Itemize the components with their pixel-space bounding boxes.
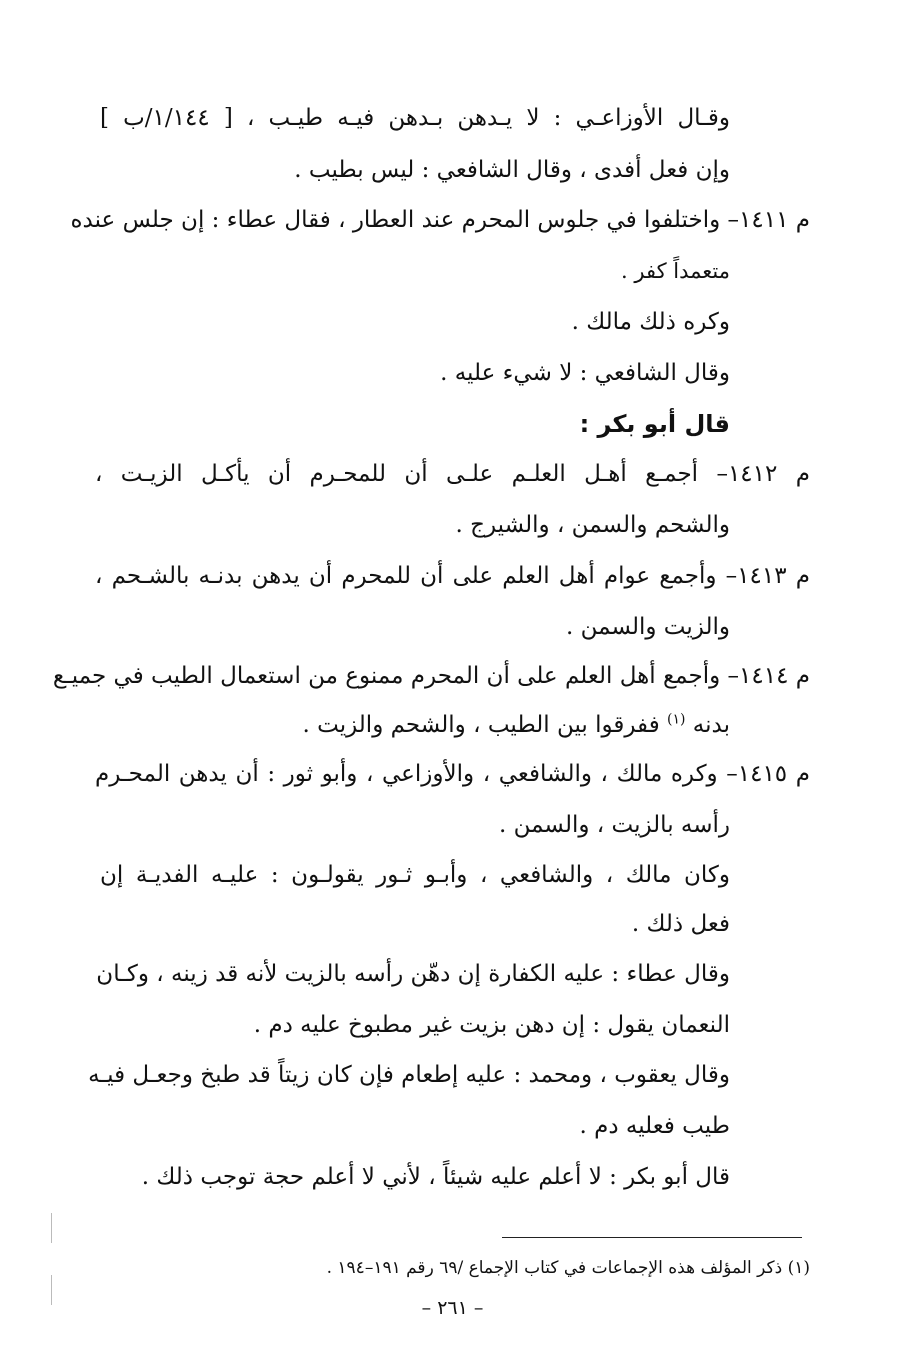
text-line: متعمداً كفر . [621,259,730,283]
text-line: النعمان يقول : إن دهن بزيت غير مطبوخ عليه دم . [253,1012,730,1038]
text-line: وقال عطاء : عليه الكفارة إن دهّن رأسه بالزيت لأنه قد زينه ، وكـان [96,961,730,987]
text-fragment: ففرقوا بين الطيب ، والشحم والزيت . [302,712,660,738]
text-line: وإن فعل أفدى ، وقال الشافعي : ليس بطيب . [294,157,730,183]
scan-mark [51,1213,52,1243]
text-line: والزيت والسمن . [566,614,730,640]
entry-1411: م ١٤١١– واختلفوا في جلوس المحرم عند العطار ، فقال عطاء : إن جلس عنده [70,207,810,233]
text-fragment: بدنه [692,712,730,738]
page-number: – ٢٦١ – [421,1297,484,1319]
text-line: قال أبو بكر : لا أعلم عليه شيئاً ، لأني لا أعلم حجة توجب ذلك . [141,1164,730,1190]
text-line: طيب فعليه دم . [579,1113,730,1139]
text-line: والشحم والسمن ، والشيرج . [455,512,730,538]
text-line: وكان مالك ، والشافعي ، وأبـو ثـور يقولـون : عليـه الفديـة إن [100,862,730,888]
text-line: رأسه بالزيت ، والسمن . [499,812,730,838]
entry-1414: م ١٤١٤– وأجمع أهل العلم على أن المحرم ممنوع من استعمال الطيب في جميـع [52,663,810,689]
entry-1412: م ١٤١٢– أجمـع أهـل العلـم علـى أن للمحـرم أن يأكـل الزيـت ، [95,461,810,487]
entry-1415: م ١٤١٥– وكره مالك ، والشافعي ، والأوزاعي ، وأبو ثور : أن يدهن المحـرم [95,761,810,787]
text-line [303,705,731,745]
text-line: فعل ذلك . [631,911,730,937]
text-line: وكره ذلك مالك . [571,309,730,335]
footnote-divider [502,1237,802,1238]
entry-1413: م ١٤١٣– وأجمع عوام أهل العلم على أن للمحرم أن يدهن بدنـه بالشـحم ، [95,563,810,589]
section-heading: قال أبو بكر : [579,410,730,438]
text-line: وقال الشافعي : لا شيء عليه . [440,360,730,386]
footnote: (١) ذكر المؤلف هذه الإجماعات في كتاب الإجماع /٦٩ رقم ١٩١–١٩٤ . [326,1258,810,1278]
footnote-reference: (١) [667,711,686,728]
text-line: وقـال الأوزاعـي : لا يـدهن بـدهن فيـه طيـب ، [ ١/١٤٤/ب ] [100,105,731,131]
scan-mark [51,1275,52,1305]
text-line: وقال يعقوب ، ومحمد : عليه إطعام فإن كان زيتاً قد طبخ وجعـل فيـه [88,1062,730,1088]
